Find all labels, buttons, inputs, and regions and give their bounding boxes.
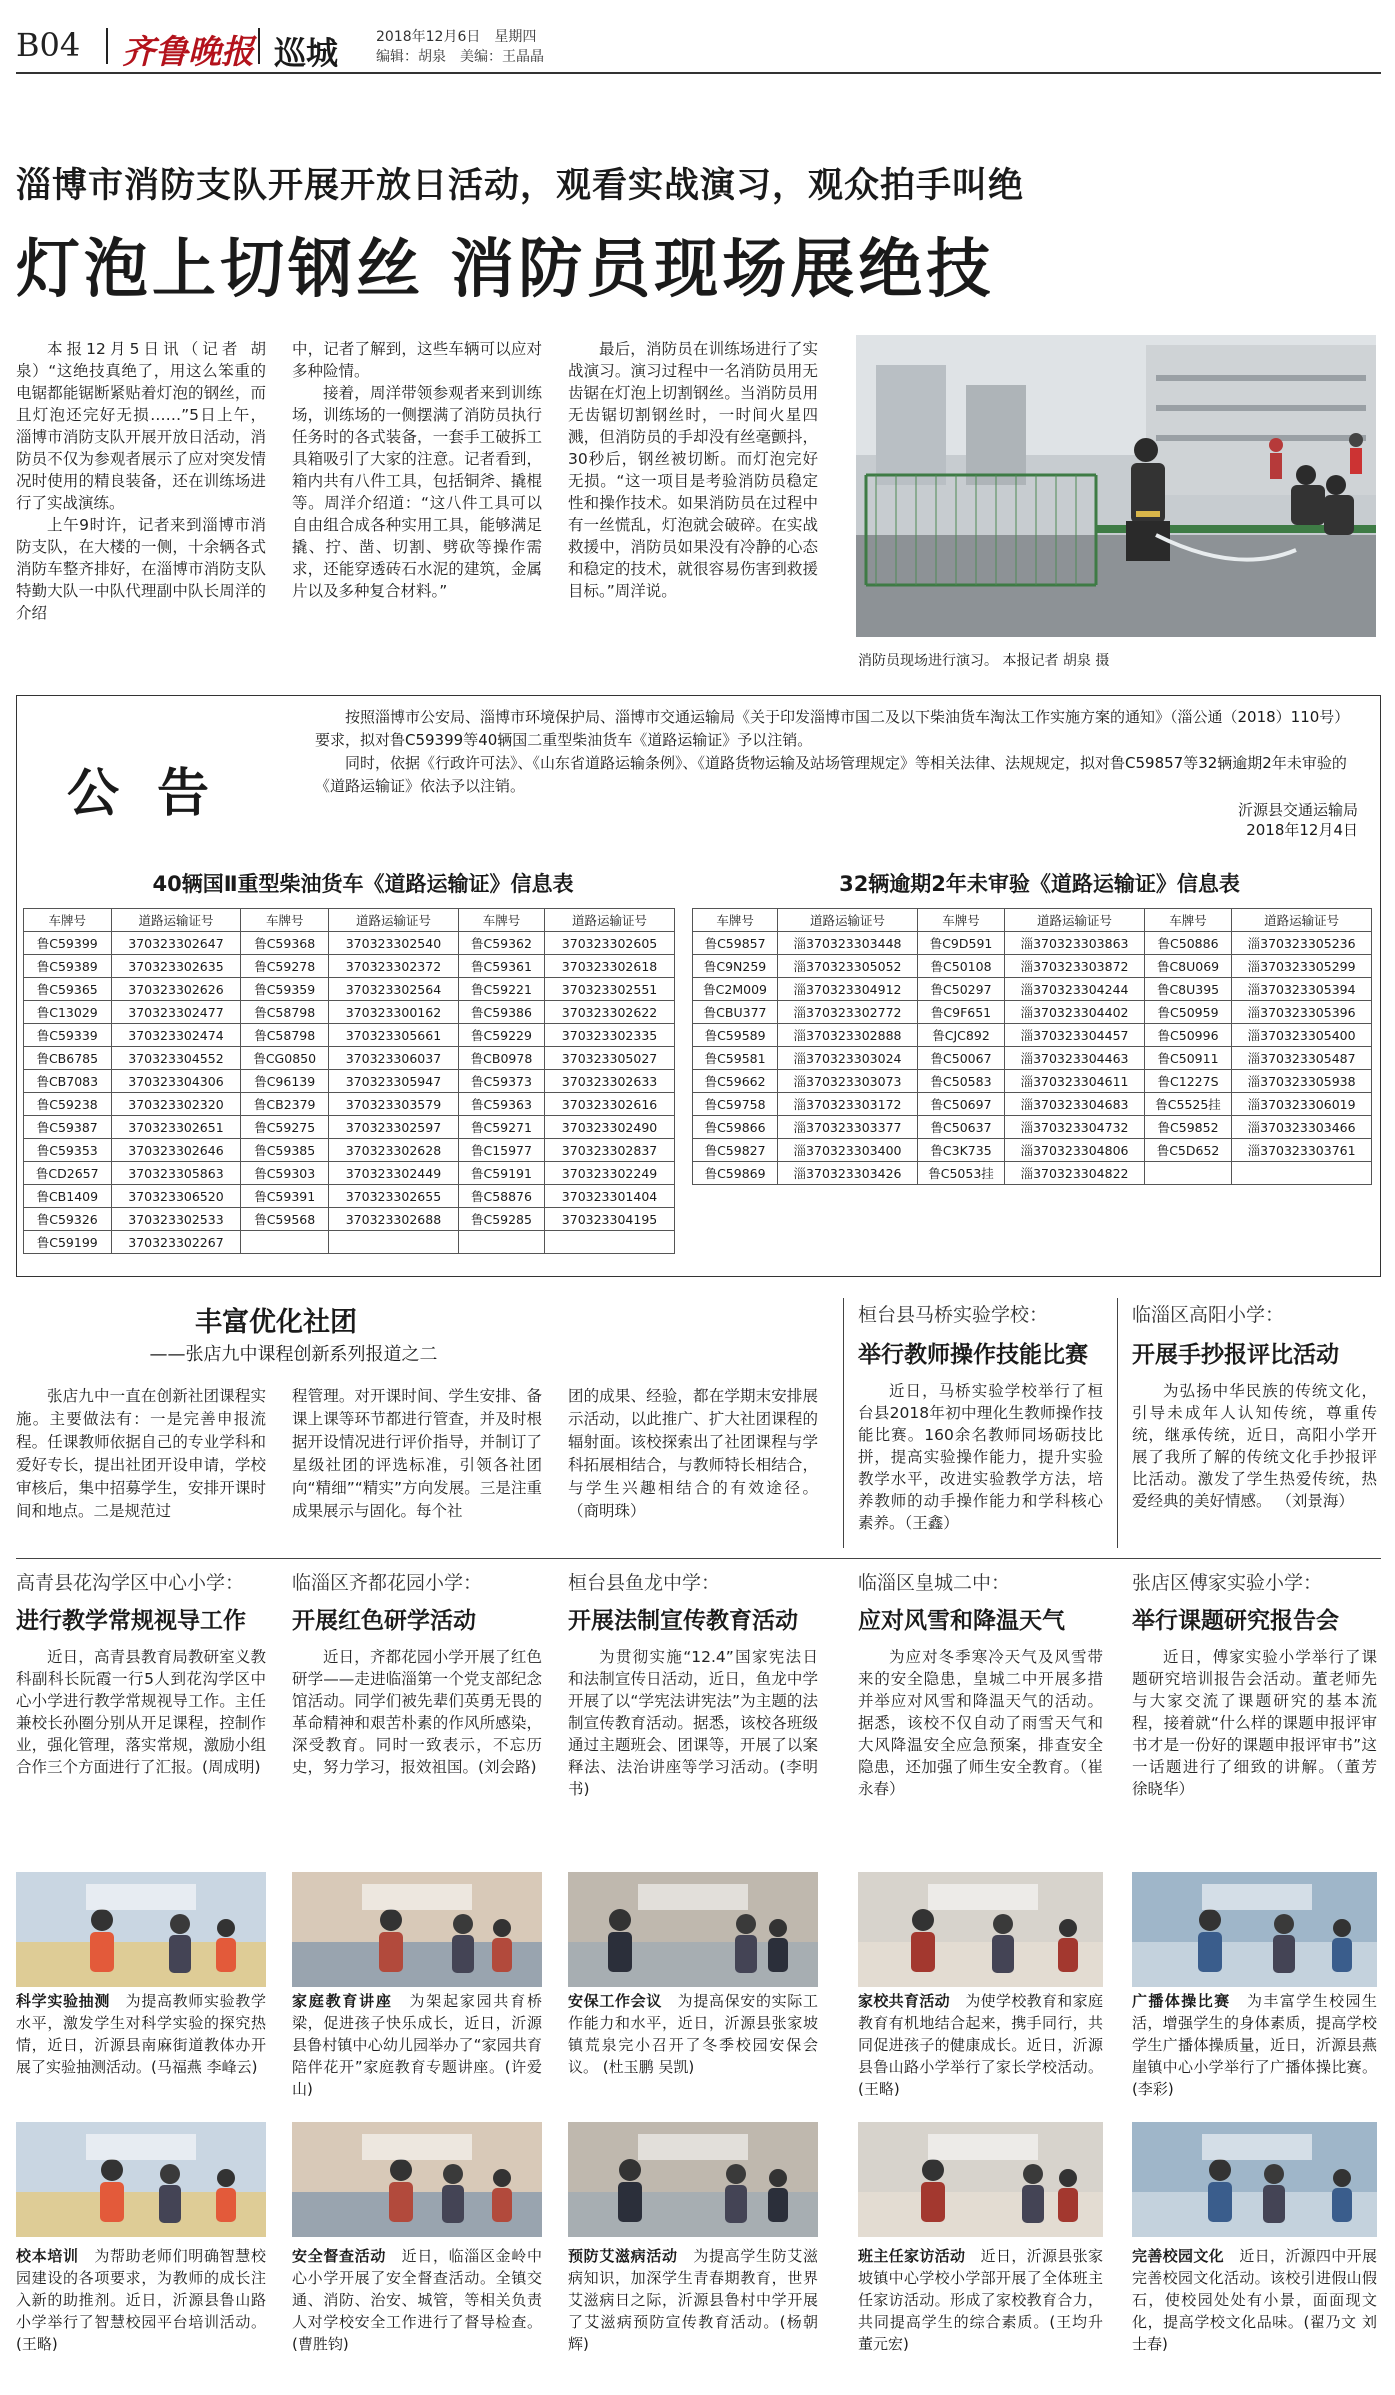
table-cell: 370323303579 xyxy=(329,1093,459,1116)
table-cell: 鲁C50637 xyxy=(917,1116,1004,1139)
table-cell: 鲁C59386 xyxy=(458,1001,544,1024)
table-cell: 淄370323304683 xyxy=(1005,1093,1145,1116)
table-cell: 鲁C59373 xyxy=(458,1070,544,1093)
photos_row2-photo-2 xyxy=(568,2122,818,2237)
col-plate-header: 车牌号 xyxy=(458,909,544,932)
table2-title: 32辆逾期2年未审验《道路运输证》信息表 xyxy=(839,872,1240,896)
caption-label: 校本培训 xyxy=(16,2247,79,2265)
table-cell: 淄370323303466 xyxy=(1232,1116,1372,1139)
table-cell: 370323302628 xyxy=(329,1139,459,1162)
table-cell: 淄370323305938 xyxy=(1232,1070,1372,1093)
section-name: 巡城 xyxy=(274,34,339,72)
table-cell: 370323302616 xyxy=(545,1093,675,1116)
table-cell: 淄370323305394 xyxy=(1232,978,1372,1001)
table-row xyxy=(24,1231,675,1254)
table-cell: 370323302618 xyxy=(545,955,675,978)
table-cell: 鲁C50959 xyxy=(1144,1001,1231,1024)
table-cell: 淄370323302888 xyxy=(778,1024,918,1047)
public-notice xyxy=(16,695,1381,1277)
table-row xyxy=(693,1024,1372,1047)
table-cell: 鲁C59275 xyxy=(241,1116,329,1139)
table-cell: 鲁CBU377 xyxy=(693,1001,778,1024)
table-cell: 鲁C59368 xyxy=(241,932,329,955)
table-cell xyxy=(545,1231,675,1254)
lead-headline: 灯泡上切钢丝 消防员现场展绝技 xyxy=(16,233,995,307)
table-cell: 鲁C5525挂 xyxy=(1144,1093,1231,1116)
table-cell: 370323302474 xyxy=(111,1024,241,1047)
table-cell: 鲁C59568 xyxy=(241,1208,329,1231)
photos_row1-photo-2 xyxy=(568,1872,818,1987)
table-row xyxy=(693,1047,1372,1070)
caption-text: 近日，沂源县张家坡镇中心学校小学部开展了全体班主任家访活动。形成了家校教育合力，共同提高学生的综合素质。(王均升 董元宏) xyxy=(858,2247,1103,2353)
table-cell: 鲁C2M009 xyxy=(693,978,778,1001)
table-cell: 鲁C59869 xyxy=(693,1162,778,1185)
table-cell: 淄370323304611 xyxy=(1005,1070,1145,1093)
table-row xyxy=(24,1162,675,1185)
table-cell: 鲁CB2379 xyxy=(241,1093,329,1116)
photos_row2-caption-1 xyxy=(292,2245,542,2355)
table-cell: 370323302372 xyxy=(329,955,459,978)
table-cell: 370323302635 xyxy=(111,955,241,978)
notice-signature: 沂源县交通运输局 2018年12月4日 xyxy=(1237,801,1358,839)
table-cell: 370323302622 xyxy=(545,1001,675,1024)
col-plate-header: 车牌号 xyxy=(917,909,1004,932)
table-cell: 鲁C59199 xyxy=(24,1231,112,1254)
table-cell: 鲁C8U395 xyxy=(1144,978,1231,1001)
table-cell: 370323302564 xyxy=(329,978,459,1001)
table-cell: 370323302533 xyxy=(111,1208,241,1231)
newspaper-logo: 齐鲁晚报 xyxy=(122,32,254,71)
caption-label: 家庭教育讲座 xyxy=(292,1992,393,2010)
page-header xyxy=(16,24,1381,72)
table-cell: 鲁CG0850 xyxy=(241,1047,329,1070)
caption-label: 完善校园文化 xyxy=(1132,2247,1224,2265)
table-cell: 鲁C59399 xyxy=(24,932,112,955)
photos_row1-caption-1 xyxy=(292,1990,542,2100)
table-cell: 鲁CB1409 xyxy=(24,1185,112,1208)
table-cell: 370323302651 xyxy=(111,1116,241,1139)
table-row xyxy=(24,1001,675,1024)
table-row xyxy=(24,1139,675,1162)
table-cell: 鲁C59285 xyxy=(458,1208,544,1231)
photos_row2-photo-4 xyxy=(1132,2122,1377,2237)
table-cell: 370323302449 xyxy=(329,1162,459,1185)
photos_row2-caption-2 xyxy=(568,2245,818,2355)
table-cell: 鲁CB6785 xyxy=(24,1047,112,1070)
table-cell: 鲁C5053挂 xyxy=(917,1162,1004,1185)
table-row xyxy=(693,1162,1372,1185)
table-cell: 鲁C50886 xyxy=(1144,932,1231,955)
table-cell: 鲁C9F651 xyxy=(917,1001,1004,1024)
table-cell: 鲁C8U069 xyxy=(1144,955,1231,978)
photos_row2-photo-3 xyxy=(858,2122,1103,2237)
photos_row1-photo-1 xyxy=(292,1872,542,1987)
table-cell: 370323305863 xyxy=(111,1162,241,1185)
col-cert-header: 道路运输证号 xyxy=(778,909,918,932)
table-cell: 鲁C59589 xyxy=(693,1024,778,1047)
photos_row2-caption-3 xyxy=(858,2245,1103,2355)
table-cell: 淄370323304912 xyxy=(778,978,918,1001)
table-cell: 370323302320 xyxy=(111,1093,241,1116)
col-plate-header: 车牌号 xyxy=(693,909,778,932)
photos_row2-photo-0 xyxy=(16,2122,266,2237)
table-cell: 鲁C15977 xyxy=(458,1139,544,1162)
table-cell: 鲁C59662 xyxy=(693,1070,778,1093)
table-cell: 370323305947 xyxy=(329,1070,459,1093)
table-cell: 鲁C59271 xyxy=(458,1116,544,1139)
table-cell: 370323302477 xyxy=(111,1001,241,1024)
table-cell: 鲁C3K735 xyxy=(917,1139,1004,1162)
table-cell: 370323302490 xyxy=(545,1116,675,1139)
table-row xyxy=(24,932,675,955)
notice-title: 公告 xyxy=(67,763,248,824)
table-cell: 鲁C58798 xyxy=(241,1001,329,1024)
table-cell: 370323302626 xyxy=(111,978,241,1001)
table-cell: 370323302647 xyxy=(111,932,241,955)
table-row xyxy=(24,1093,675,1116)
table-cell: 鲁C59387 xyxy=(24,1116,112,1139)
caption-text: 为提高学生防艾滋病知识，加深学生青春期教育，世界艾滋病日之际，沂源县鲁村中学开展了艾滋病预防宣传教育活动。(杨朝辉) xyxy=(568,2247,818,2353)
caption-text: 为使学校教育和家庭教育有机地结合起来，携手同行，共同促进孩子的健康成长。近日，沂源县鲁山路小学举行了家长学校活动。(王略) xyxy=(858,1992,1103,2098)
photos_row1-caption-3 xyxy=(858,1990,1103,2100)
table-cell: 鲁C59866 xyxy=(693,1116,778,1139)
table-cell: 鲁C58798 xyxy=(241,1024,329,1047)
table-cell: 370323305027 xyxy=(545,1047,675,1070)
table-cell: 淄370323303426 xyxy=(778,1162,918,1185)
table-cell: 370323304195 xyxy=(545,1208,675,1231)
photos_row1-photo-4 xyxy=(1132,1872,1377,1987)
header-rule xyxy=(16,72,1381,74)
table-cell: 淄370323304806 xyxy=(1005,1139,1145,1162)
caption-text: 为提高教师实验教学水平，激发学生对科学实验的探究热情，近日，沂源县南麻街道教体办开展了实验抽测活动。(马福燕 李峰云) xyxy=(16,1992,266,2076)
table-cell: 淄370323303761 xyxy=(1232,1139,1372,1162)
photos_row1-caption-0 xyxy=(16,1990,266,2078)
lead-column-2: 中，记者了解到，这些车辆可以应对多种险情。 接着，周洋带领参观者来到训练场，训练场的一侧摆满了消防员执行任务时的各式装备，一套手工破拆工具箱吸引了大家的注意。记者看到，箱内共有八件工具，包括铜斧、撬棍等。周洋介绍道：“这八件工具可以自由组合成各种实用工具，能够满足撬、拧、凿、切割、劈砍等操作需求，还能穿透砖石水泥的建筑，金属片以及多种复合材料。” xyxy=(292,340,542,600)
table-cell: 淄370323305396 xyxy=(1232,1001,1372,1024)
table-row xyxy=(24,955,675,978)
table-cell: 鲁C50583 xyxy=(917,1070,1004,1093)
table-cell xyxy=(458,1231,544,1254)
table-cell: 鲁C59229 xyxy=(458,1024,544,1047)
table-cell: 鲁C50297 xyxy=(917,978,1004,1001)
table-cell: 鲁C50697 xyxy=(917,1093,1004,1116)
table-cell: 淄370323304822 xyxy=(1005,1162,1145,1185)
table-cell: 淄370323304463 xyxy=(1005,1047,1145,1070)
table-cell: 淄370323304402 xyxy=(1005,1001,1145,1024)
table-cell: 鲁C59363 xyxy=(458,1093,544,1116)
table-cell xyxy=(329,1231,459,1254)
table-cell: 370323302335 xyxy=(545,1024,675,1047)
table-cell: 淄370323305299 xyxy=(1232,955,1372,978)
table-cell: 鲁C96139 xyxy=(241,1070,329,1093)
table-cell: 鲁C59385 xyxy=(241,1139,329,1162)
table2-32-certificates xyxy=(692,908,1372,1185)
table-row xyxy=(693,978,1372,1001)
table-row xyxy=(24,1116,675,1139)
table-cell: 鲁C59361 xyxy=(458,955,544,978)
editors: 编辑：胡泉 美编：王晶晶 xyxy=(376,49,544,65)
table-cell: 鲁C1227S xyxy=(1144,1070,1231,1093)
table-row xyxy=(693,1139,1372,1162)
table-cell: 370323302540 xyxy=(329,932,459,955)
table-row xyxy=(24,1024,675,1047)
caption-label: 广播体操比赛 xyxy=(1132,1992,1231,2010)
caption-text: 为丰富学生校园生活，增强学生的身体素质，提高学校学生广播体操质量，近日，沂源县燕崖镇中心小学举行了广播体操比赛。(李彩) xyxy=(1132,1992,1377,2098)
table-cell: 370323300162 xyxy=(329,1001,459,1024)
caption-label: 科学实验抽测 xyxy=(16,1992,110,2010)
table-cell xyxy=(241,1231,329,1254)
table-cell: 370323301404 xyxy=(545,1185,675,1208)
table-cell: 鲁C59827 xyxy=(693,1139,778,1162)
caption-label: 安保工作会议 xyxy=(568,1992,662,2010)
table-cell: 鲁C9N259 xyxy=(693,955,778,978)
table-header-row xyxy=(693,909,1372,932)
table-cell: 鲁C59191 xyxy=(458,1162,544,1185)
table-row xyxy=(24,978,675,1001)
table-cell: 鲁C59303 xyxy=(241,1162,329,1185)
table-cell: 鲁C59339 xyxy=(24,1024,112,1047)
table-cell: 鲁C50911 xyxy=(1144,1047,1231,1070)
notice-body: 按照淄博市公安局、淄博市环境保护局、淄博市交通运输局《关于印发淄博市国二及以下柴油货车淘汰工作实施方案的通知》（淄公通（2018）110号）要求，拟对鲁C59399等40辆国二重型柴油货车《道路运输证》予以注销。 同时，依据《行政许可法》、《山东省道路运输条例》、《道路货物运输及站场管理规定》等相关法律、法规规定，拟对鲁C59857等32辆逾期2年未审验的《道路运输证》依法予以注销。 xyxy=(315,708,1350,795)
table-row xyxy=(24,1208,675,1231)
table-row xyxy=(693,1001,1372,1024)
photos_row2-photo-1 xyxy=(292,2122,542,2237)
photos_row1-photo-0 xyxy=(16,1872,266,1987)
table-cell: 淄370323303377 xyxy=(778,1116,918,1139)
lead-kicker: 淄博市消防支队开展开放日活动，观看实战演习，观众拍手叫绝 xyxy=(16,166,1025,206)
table-cell: 370323302267 xyxy=(111,1231,241,1254)
caption-text: 为提高保安的实际工作能力和水平，近日，沂源县张家坡镇荒泉完小召开了冬季校园安保会议。 (杜玉鹏 吴凯) xyxy=(568,1992,818,2076)
col-cert-header: 道路运输证号 xyxy=(1005,909,1145,932)
table-row xyxy=(693,1070,1372,1093)
table-cell: 鲁CD2657 xyxy=(24,1162,112,1185)
table1-40-trucks xyxy=(23,908,675,1254)
table-cell: 鲁C58876 xyxy=(458,1185,544,1208)
col-plate-header: 车牌号 xyxy=(1144,909,1231,932)
col-cert-header: 道路运输证号 xyxy=(1232,909,1372,932)
photos_row2-caption-4 xyxy=(1132,2245,1377,2355)
table-cell: 鲁C59362 xyxy=(458,932,544,955)
table-cell: 鲁C50996 xyxy=(1144,1024,1231,1047)
table-cell: 淄370323304732 xyxy=(1005,1116,1145,1139)
table-row xyxy=(693,1116,1372,1139)
table-cell: 370323302837 xyxy=(545,1139,675,1162)
page-number: B04 xyxy=(16,26,81,64)
caption-text: 近日，沂源四中开展完善校园文化活动。该校引进假山假石，使校园处处有小景，面面现文化，提高学校文化品味。(翟乃文 刘士春) xyxy=(1132,2247,1377,2353)
col-cert-header: 道路运输证号 xyxy=(111,909,241,932)
lead-column-3: 最后，消防员在训练场进行了实战演习。演习过程中一名消防员用无齿锯在灯泡上切割钢丝。当消防员用无齿锯切割钢丝时，一时间火星四溅，但消防员的手却没有丝毫颤抖，30秒后，钢丝被切断。而灯泡完好无损。“这一项目是考验消防员稳定性和操作技术。如果消防员在过程中有一丝慌乱，灯泡就会破碎。在实战救援中，消防员如果没有冷静的心态和稳定的技术，就很容易伤害到救援目标。”周洋说。 xyxy=(568,340,818,600)
table-header-row xyxy=(24,909,675,932)
table-cell: 淄370323305400 xyxy=(1232,1024,1372,1047)
table-cell: 鲁C59852 xyxy=(1144,1116,1231,1139)
table-cell: 淄370323305236 xyxy=(1232,932,1372,955)
table-cell: 淄370323303448 xyxy=(778,932,918,955)
table-cell: 鲁C59278 xyxy=(241,955,329,978)
col-plate-header: 车牌号 xyxy=(24,909,112,932)
caption-text: 近日，临淄区金岭中心小学开展了安全督查活动。全镇交通、消防、治安、城管，等相关负责人对学校安全工作进行了督导检查。(曹胜钧) xyxy=(292,2247,542,2353)
table-cell: 淄370323305052 xyxy=(778,955,918,978)
firefighter-drill-photo xyxy=(856,335,1376,637)
col-plate-header: 车牌号 xyxy=(241,909,329,932)
caption-label: 预防艾滋病活动 xyxy=(568,2247,678,2265)
table-cell: 370323304552 xyxy=(111,1047,241,1070)
table-cell xyxy=(1144,1162,1231,1185)
caption-label: 班主任家访活动 xyxy=(858,2247,966,2265)
table-cell: 淄370323303073 xyxy=(778,1070,918,1093)
photos_row1-caption-2 xyxy=(568,1990,818,2078)
table-cell: 370323306520 xyxy=(111,1185,241,1208)
table-cell: 鲁C59359 xyxy=(241,978,329,1001)
table-cell: 淄370323304457 xyxy=(1005,1024,1145,1047)
table-row xyxy=(24,1047,675,1070)
lead-photo-caption: 消防员现场进行演习。 本报记者 胡泉 摄 xyxy=(858,653,1110,669)
table-cell: 370323302551 xyxy=(545,978,675,1001)
table-cell: 鲁C59857 xyxy=(693,932,778,955)
caption-text: 为帮助老师们明确智慧校园建设的各项要求，为教师的成长注入新的助推剂。近日，沂源县鲁山路小学举行了智慧校园平台培训活动。(王略) xyxy=(16,2247,266,2353)
table-cell: 鲁C59221 xyxy=(458,978,544,1001)
table-cell: 鲁C59389 xyxy=(24,955,112,978)
table-row xyxy=(24,1070,675,1093)
photos_row1-caption-4 xyxy=(1132,1990,1377,2100)
lead-column-1: 本报12月5日讯（记者 胡泉）“这绝技真绝了，用这么笨重的电锯都能锯断紧贴着灯泡的钢丝，而且灯泡还完好无损……”5日上午，淄博市消防支队开展开放日活动，消防员不仅为参观者展示了应对突发情况时使用的精良装备，还在训练场进行了实战演练。 上午9时许，记者来到淄博市消防支队，在大楼的一侧，十余辆各式消防车整齐排好，在淄博市消防支队特勤大队一中队代理副中队长周洋的介绍 xyxy=(16,340,266,622)
table-cell: 370323302655 xyxy=(329,1185,459,1208)
table-cell: 淄370323303863 xyxy=(1005,932,1145,955)
col-cert-header: 道路运输证号 xyxy=(545,909,675,932)
table-cell: 370323302249 xyxy=(545,1162,675,1185)
table-cell: 鲁C50108 xyxy=(917,955,1004,978)
feature-column-1: 张店九中一直在创新社团课程实施。主要做法有：一是完善申报流程。任课教师依据自己的专业学科和爱好专长，提出社团开设申请，学校审核后，集中招募学生，安排开课时间和地点。二是规范过 xyxy=(16,1387,266,1520)
photos_row2-caption-0 xyxy=(16,2245,266,2355)
issue-date: 2018年12月6日 星期四 xyxy=(376,29,537,45)
photos_row1-photo-3 xyxy=(858,1872,1103,1987)
table-cell: 370323302597 xyxy=(329,1116,459,1139)
table-cell: 淄370323306019 xyxy=(1232,1093,1372,1116)
table-row xyxy=(24,1185,675,1208)
table-cell: 鲁CJC892 xyxy=(917,1024,1004,1047)
table-cell: 鲁C59758 xyxy=(693,1093,778,1116)
table-cell: 淄370323302772 xyxy=(778,1001,918,1024)
table-cell: 鲁CB7083 xyxy=(24,1070,112,1093)
caption-label: 安全督查活动 xyxy=(292,2247,386,2265)
table-cell: 370323302688 xyxy=(329,1208,459,1231)
table-cell: 淄370323303400 xyxy=(778,1139,918,1162)
table-cell: 淄370323305487 xyxy=(1232,1047,1372,1070)
table-cell: 鲁C59326 xyxy=(24,1208,112,1231)
table-cell: 鲁C5D652 xyxy=(1144,1139,1231,1162)
table-cell: 鲁C50067 xyxy=(917,1047,1004,1070)
table-cell: 鲁C9D591 xyxy=(917,932,1004,955)
caption-label: 家校共育活动 xyxy=(858,1992,950,2010)
table-cell: 淄370323303172 xyxy=(778,1093,918,1116)
table-cell: 鲁C59238 xyxy=(24,1093,112,1116)
table-cell xyxy=(1232,1162,1372,1185)
table-cell: 淄370323304244 xyxy=(1005,978,1145,1001)
col-cert-header: 道路运输证号 xyxy=(329,909,459,932)
table-cell: 370323304306 xyxy=(111,1070,241,1093)
table-cell: 鲁CB0978 xyxy=(458,1047,544,1070)
table-cell: 370323305661 xyxy=(329,1024,459,1047)
feature-subtitle: ——张店九中课程创新系列报道之二 xyxy=(149,1344,438,1365)
feature-title: 丰富优化社团 xyxy=(195,1307,357,1338)
table-cell: 鲁C59581 xyxy=(693,1047,778,1070)
table-cell: 鲁C59365 xyxy=(24,978,112,1001)
table-cell: 淄370323303872 xyxy=(1005,955,1145,978)
caption-text: 为架起家园共育桥梁，促进孩子快乐成长，近日，沂源县鲁村镇中心幼儿园举办了“家园共育 陪伴花开”家庭教育专题讲座。(许爱山) xyxy=(292,1992,542,2098)
table-cell: 370323302633 xyxy=(545,1070,675,1093)
table-cell: 370323302646 xyxy=(111,1139,241,1162)
table-cell: 370323306037 xyxy=(329,1047,459,1070)
table-cell: 鲁C13029 xyxy=(24,1001,112,1024)
table-row xyxy=(693,1093,1372,1116)
table1-title: 40辆国Ⅱ重型柴油货车《道路运输证》信息表 xyxy=(152,872,574,896)
table-cell: 鲁C59353 xyxy=(24,1139,112,1162)
table-row xyxy=(693,932,1372,955)
table-row xyxy=(693,955,1372,978)
feature-column-3: 团的成果、经验，都在学期末安排展示活动，以此推广、扩大社团课程的辐射面。该校探索出了社团课程与学科拓展相结合，与教师特长相结合，与学生兴趣相结合的有效途径。 （商明珠） xyxy=(568,1387,818,1520)
table-cell: 淄370323303024 xyxy=(778,1047,918,1070)
table-cell: 370323302605 xyxy=(545,932,675,955)
table-cell: 鲁C59391 xyxy=(241,1185,329,1208)
feature-column-2: 程管理。对开课时间、学生安排、备课上课等环节都进行管查，并及时根据开设情况进行评价指导，并制订了星级社团的评选标准，引领各社团向“精细”“精实”方向发展。三是注重成果展示与固化。每个社 xyxy=(292,1387,542,1520)
